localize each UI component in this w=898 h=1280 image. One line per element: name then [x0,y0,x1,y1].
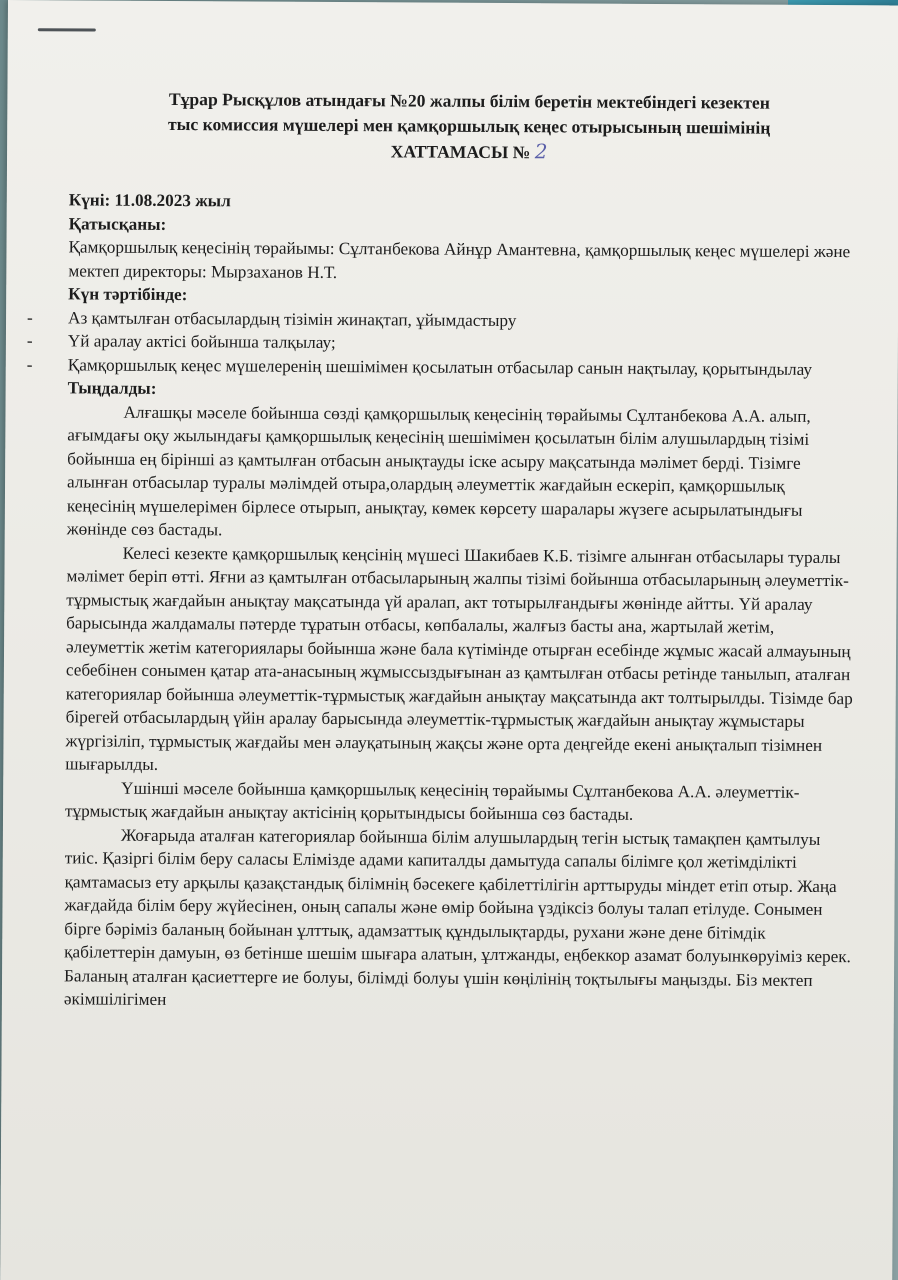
paragraph-third-issue: Үшінші мәселе бойынша қамқоршылық кеңесінің төрайымы Сұлтанбекова А.А. әлеуметтік-тұрмыстық жағдайын анықтау актісінің қорытындысы бойынша сөз бастады. [64,778,800,824]
title-line-2: тыс комиссия мүшелері мен қамқоршылық кеңес отырысының шешімінің [167,113,771,138]
paragraph-first-issue: Алғашқы мәселе бойынша сөзді қамқоршылық кеңесінің төрайымы Сұлтанбекова А.А. алып, ағымдағы оқу жылындағы қамқоршылық кеңесінің шешімімен қосылатын білім алушылардың тізімі бойынша ең бірінші аз қамтылған отбасын анықтауды іске асыру мақсатында мәлімет берді. Тізімге алынған отбасылар туралы мәлімдей отыра,олардың әлеуметтік жағдайын ескеріп, қамқоршылық кеңесінің мүшелерімен бірлесе отырып, анықтау, көмек көрсету шаралары жүзеге асырылатындығы жөнінде сөз бастады. [66,402,811,540]
meeting-date: Күні: 11.08.2023 жыл [68,190,231,211]
paragraph-meals: Жоғарыда аталған категориялар бойынша білім алушылардың тегін ыстық тамақпен қамтылуы тиіс. Қазіргі білім беру саласы Елімізде адами капиталды дамытуда сапалы білімге қол жетімділікті қамтамасыз ету арқылы қазақстандық білімнің бәсекеге қабілеттілігін арттыруды міндет етіп отыр. Жаңа жағдайда білім беру жүйесінен, оның сапалы және өмір бойына үздіксіз болуы талап етілуде. Сонымен бірге бәріміз баланың бойынан ұлттық, адамзаттық құндылықтарды, рухани және дене бітімдік қабілеттерін дамуын, өз бетінше шешім шығара алатын, ұлтжанды, еңбеккор азамат болуынкөруіміз керек. Баланың аталған қасиеттерге ие болуы, білімді болуы үшін көңілінің тоқтылығы маңызды. Біз мектеп әкімшілігімен [63,825,851,1009]
agenda-heading: Күн тәртібінде: [68,284,188,305]
pen-mark [38,28,96,31]
agenda-item: - Қамқоршылық кеңес мүшелеренің шешімімен қосылатын отбасылар санын нақтылау, қорытындылау [68,353,858,381]
agenda-item: - Үй аралау актісі бойынша талқылау; [68,329,858,357]
document-content [64,86,860,1015]
protocol-number-handwritten: 2 [534,139,548,164]
agenda-item: - Аз қамтылған отбасылардың тізімін жинақтап, ұйымдастыру [68,306,858,334]
listened-heading: Тыңдалды: [67,378,157,398]
participants-heading: Қатысқаны: [68,213,167,234]
protocol-label: ХАТТАМАСЫ № [390,141,531,163]
document-title [79,86,859,167]
title-line-1: Тұрар Рысқұлов атындағы №20 жалпы білім беретін мектебіндегі кезектен [168,88,770,113]
agenda-list [68,306,858,381]
paragraph-second-issue: Келесі кезекте қамқоршылық кеңсінің мүшесі Шакибаев К.Б. тізімге алынған отбасылары туралы мәлімет беріп өтті. Яғни аз қамтылған отбасыларының жалпы тізімі бойынша отбасыларының әлеуметтік-тұрмыстық жағдайын анықтау мақсатында үй аралап, акт тотырылғандығы жөнінде айтты. Үй аралау барысында жалдамалы пәтерде тұратын отбасы, көпбалалы, жалғыз басты ана, жартылай жетім, әлеуметтік жетім категориялары бойынша және бала күтімінде отырған есебінде жұмыс жасай алмауының себебінен сонымен қатар ата-анасының жұмыссыздығынан аз қамтылған отбасы ретінде танылып, аталған категориялар бойынша әлеуметтік-тұрмыстық жағдайын анықтау мақсатында акт толтырылды. Тізімде бар бірегей отбасылардың үйін аралау барысында әлеуметтік-тұрмыстық жағдайын анықтау жұмыстары жүргізіліп, тұрмыстық жағдайы мен әлауқатының жақсы және орта деңгейде екені анықталып тізімнен шығарылды. [65,543,853,774]
participants-text: Қамқоршылық кеңесінің төрайымы: Сұлтанбекова Айнұр Амантевна, қамқоршылық кеңес мүшелері және мектеп директоры: Мырзаханов Н.Т. [68,237,851,282]
